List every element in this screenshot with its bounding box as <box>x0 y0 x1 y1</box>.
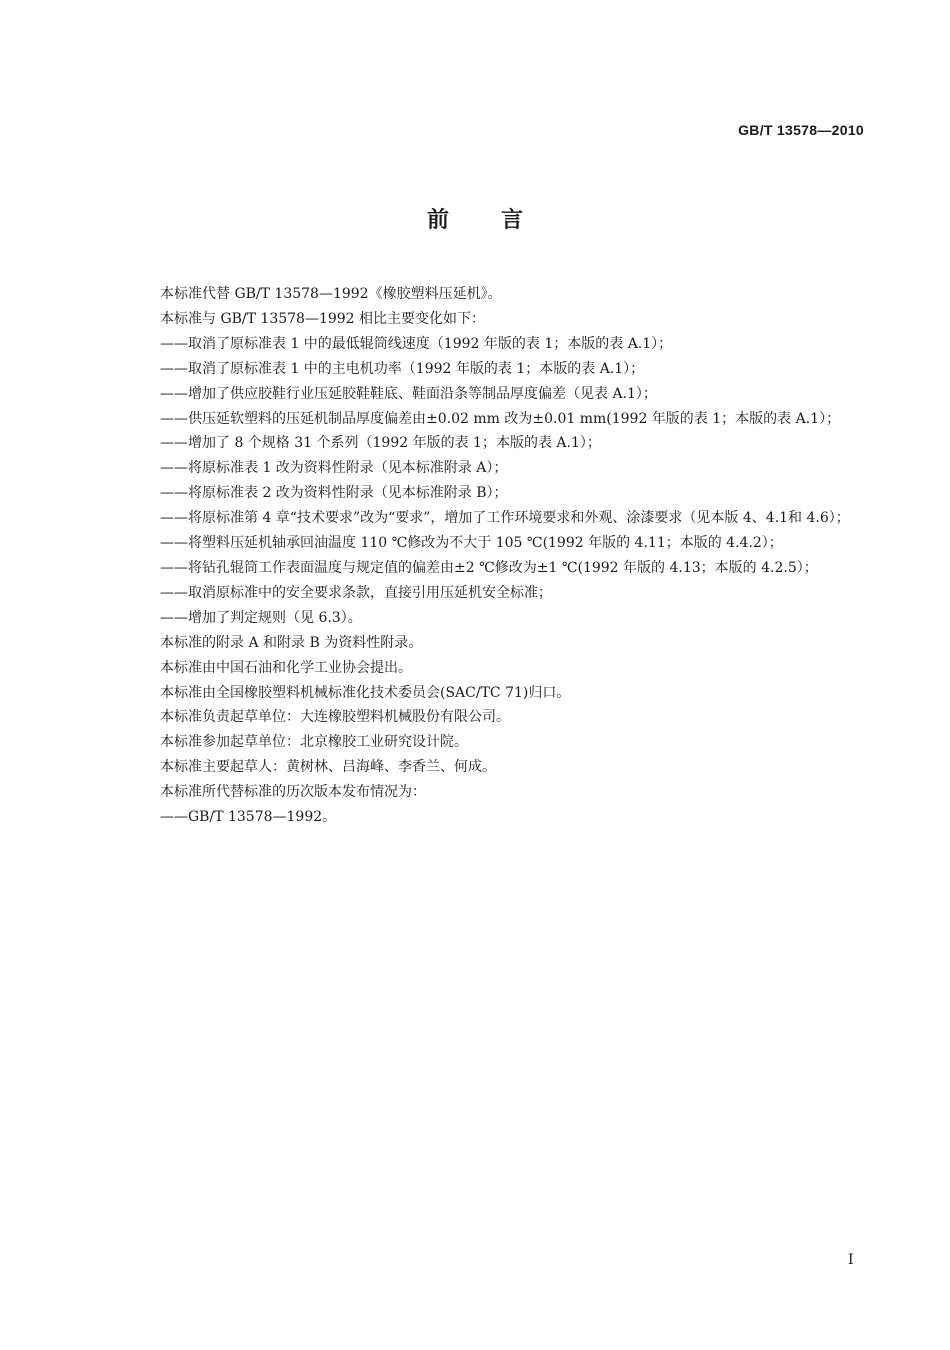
list-item: ——将原标准表 1 改为资料性附录（见本标准附录 A）； <box>160 460 508 477</box>
paragraph: 本标准代替 GB/T 13578—1992《橡胶塑料压延机》。 <box>160 286 502 302</box>
paragraph: 本标准与 GB/T 13578—1992 相比主要变化如下： <box>160 310 486 327</box>
paragraph: 本标准参加起草单位：北京橡胶工业研究设计院。 <box>160 734 468 751</box>
page-number: I <box>848 1252 854 1268</box>
list-item: ——增加了判定规则（见 6.3）。 <box>160 609 362 626</box>
paragraph: 本标准的附录 A 和附录 B 为资料性附录。 <box>160 634 423 651</box>
list-item: ——将塑料压延机轴承回油温度 110 ℃修改为不大于 105 ℃(1992 年版的 4.11；本版的 4.4.2）； <box>160 535 783 552</box>
paragraph: 本标准由中国石油和化学工业协会提出。 <box>160 659 412 676</box>
document-body <box>160 282 870 830</box>
page-title: 前言 <box>426 208 575 233</box>
list-item: ——供压延软塑料的压延机制品厚度偏差由±0.02 mm 改为±0.01 mm(1992 年版的表 1；本版的表 A.1）； <box>160 410 841 427</box>
list-item: ——将钻孔辊筒工作表面温度与规定值的偏差由±2 ℃修改为±1 ℃(1992 年版的 4.13；本版的 4.2.5）； <box>160 559 818 576</box>
list-item: ——将原标准第 4 章“技术要求”改为“要求”，增加了工作环境要求和外观、涂漆要求（见本版 4、4.1和 4.6）； <box>160 510 850 527</box>
list-item: ——增加了 8 个规格 31 个系列（1992 年版的表 1；本版的表 A.1）； <box>160 435 601 452</box>
paragraph: ——GB/T 13578—1992。 <box>160 809 337 826</box>
list-item: ——将原标准表 2 改为资料性附录（见本标准附录 B）； <box>160 485 508 502</box>
change-list <box>160 332 870 631</box>
list-item: ——取消了原标准表 1 中的主电机功率（1992 年版的表 1；本版的表 A.1）； <box>160 360 645 377</box>
list-item: ——取消原标准中的安全要求条款，直接引用压延机安全标准； <box>160 584 552 601</box>
list-item: ——取消了原标准表 1 中的最低辊筒线速度（1992 年版的表 1；本版的表 A.1）； <box>160 335 673 352</box>
paragraph: 本标准主要起草人：黄树林、吕海峰、李香兰、何成。 <box>160 759 496 776</box>
list-item: ——增加了供应胶鞋行业压延胶鞋鞋底、鞋面沿条等制品厚度偏差（见表 A.1）； <box>160 385 657 402</box>
paragraph: 本标准由全国橡胶塑料机械标准化技术委员会(SAC/TC 71)归口。 <box>160 684 571 701</box>
paragraph: 本标准所代替标准的历次版本发布情况为： <box>160 784 426 801</box>
paragraph: 本标准负责起草单位：大连橡胶塑料机械股份有限公司。 <box>160 709 510 726</box>
standard-number: GB/T 13578—2010 <box>738 122 864 138</box>
